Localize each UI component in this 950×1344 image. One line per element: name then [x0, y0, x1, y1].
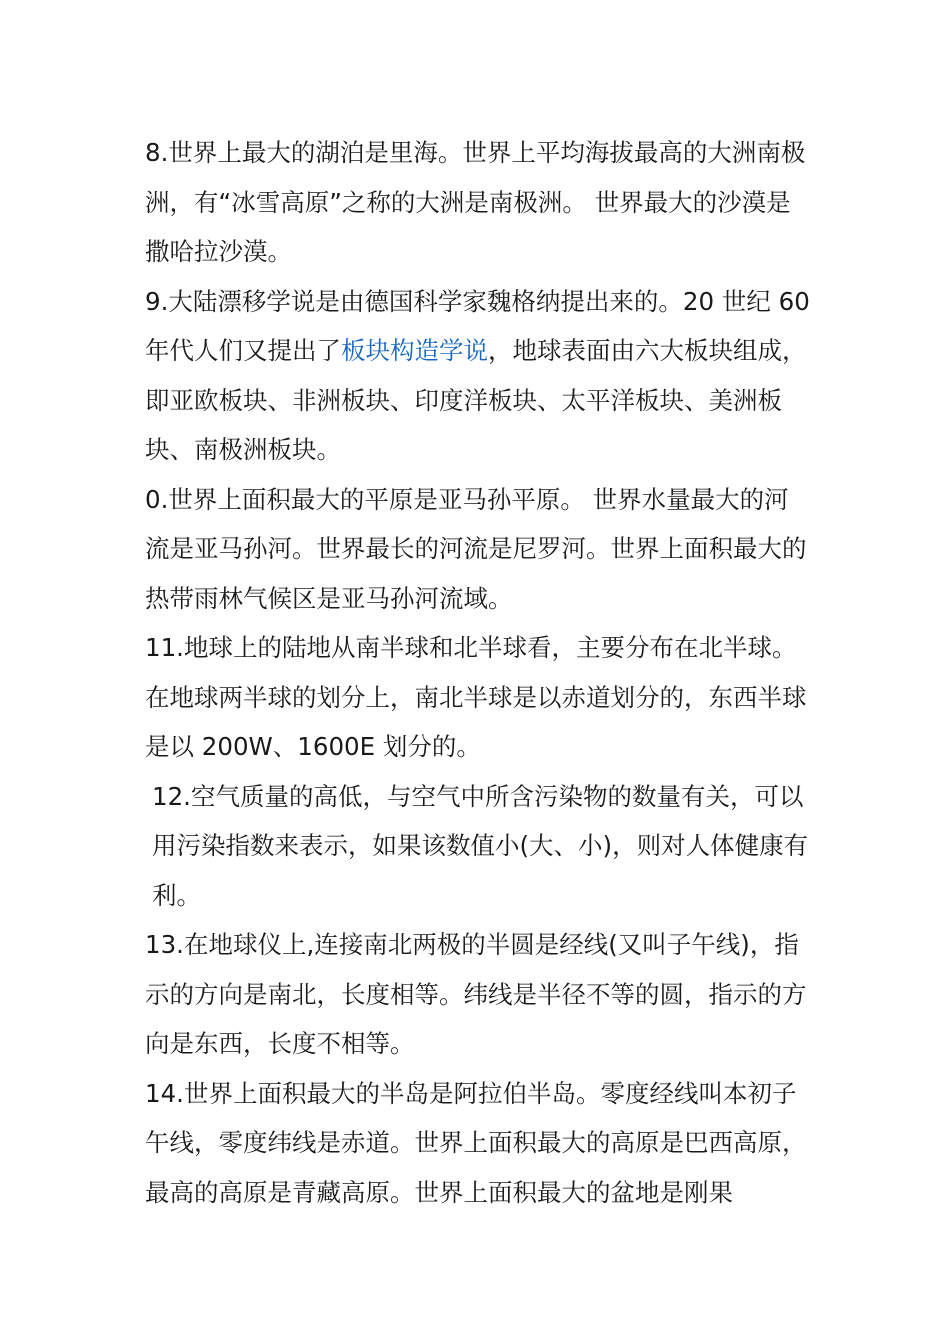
- document-body: [145, 128, 810, 1217]
- paragraph-13: 13.在地球仪上,连接南北两极的半圆是经线(又叫子午线)，指示的方向是南北，长度相等。纬线是半径不等的圆，指示的方向是东西，长度不相等。: [145, 930, 807, 1058]
- paragraph-8: 8.世界上最大的湖泊是里海。世界上平均海拔最高的大洲南极洲，有“冰雪高原”之称的大洲是南极洲。 世界最大的沙漠是撒哈拉沙漠。: [145, 138, 806, 266]
- paragraph-14: 14.世界上面积最大的半岛是阿拉伯半岛。零度经线叫本初子午线，零度纬线是赤道。世界上面积最大的高原是巴西高原，最高的高原是青藏高原。世界上面积最大的盆地是刚果: [145, 1078, 807, 1207]
- paragraph-11: 11.地球上的陆地从南半球和北半球看，主要分布在北半球。在地球两半球的划分上，南北半球是以赤道划分的，东西半球是以 200W、1600E 划分的。: [145, 633, 807, 761]
- plate-tectonics-link[interactable]: 板块构造学说: [341, 336, 488, 365]
- paragraph-9-text-after: ，地球表面由六大板块组成，即亚欧板块、非洲板块、印度洋板块、太平洋板块、美洲板块、南极洲板块。: [145, 336, 807, 464]
- paragraph-12: 12.空气质量的高低，与空气中所含污染物的数量有关，可以用污染指数来表示，如果该数值小(大、小)，则对人体健康有利。: [152, 781, 809, 910]
- paragraph-10: 0.世界上面积最大的平原是亚马孙平原。 世界水量最大的河流是亚马孙河。世界最长的河流是尼罗河。世界上面积最大的热带雨林气候区是亚马孙河流域。: [145, 484, 807, 613]
- paragraph-9-text-before: 9.大陆漂移学说是由德国科学家魏格纳提出来的。20 世纪 60 年代人们又提出了: [145, 286, 810, 365]
- paragraph-9: [145, 277, 810, 475]
